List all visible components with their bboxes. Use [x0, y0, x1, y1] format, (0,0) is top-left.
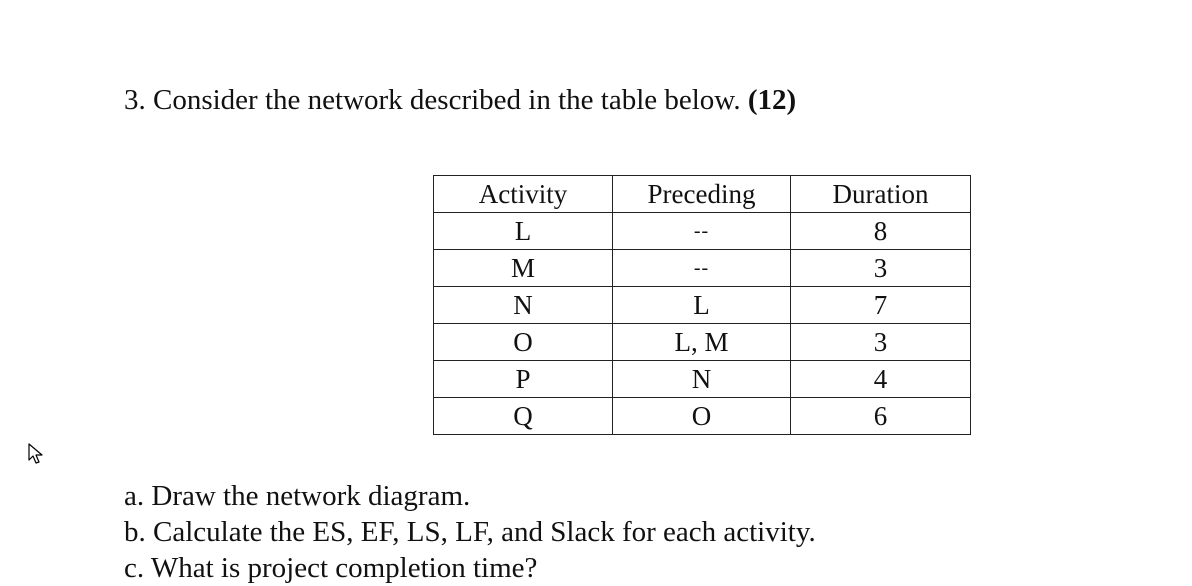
cell-preceding: N [613, 361, 791, 398]
table-row [434, 398, 971, 435]
task-list [124, 478, 816, 586]
table-header-row [434, 176, 971, 213]
cell-preceding: L, M [613, 324, 791, 361]
cell-activity: M [434, 250, 613, 287]
cell-preceding: -- [613, 213, 791, 250]
cell-duration: 7 [791, 287, 971, 324]
task-item-c: c. What is project completion time? [124, 552, 538, 584]
task-item-b: b. Calculate the ES, EF, LS, LF, and Slack for each activity. [124, 516, 816, 548]
table-row [434, 287, 971, 324]
question-text: Consider the network described in the table below. [153, 84, 741, 116]
cell-activity: N [434, 287, 613, 324]
question-points: (12) [747, 84, 797, 116]
cell-preceding: -- [613, 250, 791, 287]
table-row [434, 324, 971, 361]
cell-preceding: L [613, 287, 791, 324]
cell-duration: 4 [791, 361, 971, 398]
mouse-pointer-icon [28, 443, 44, 465]
table-row [434, 361, 971, 398]
cell-activity: O [434, 324, 613, 361]
cell-activity: Q [434, 398, 613, 435]
table-row [434, 250, 971, 287]
header-preceding: Preceding [613, 176, 791, 213]
cell-duration: 6 [791, 398, 971, 435]
cell-activity: P [434, 361, 613, 398]
header-activity: Activity [434, 176, 613, 213]
activity-table [433, 175, 971, 435]
cell-duration: 3 [791, 250, 971, 287]
question-heading [124, 83, 796, 117]
task-item-a: a. Draw the network diagram. [124, 480, 471, 512]
cell-activity: L [434, 213, 613, 250]
header-duration: Duration [791, 176, 971, 213]
table-row [434, 213, 971, 250]
question-number: 3. [124, 84, 146, 116]
cell-preceding: O [613, 398, 791, 435]
cell-duration: 8 [791, 213, 971, 250]
cell-duration: 3 [791, 324, 971, 361]
